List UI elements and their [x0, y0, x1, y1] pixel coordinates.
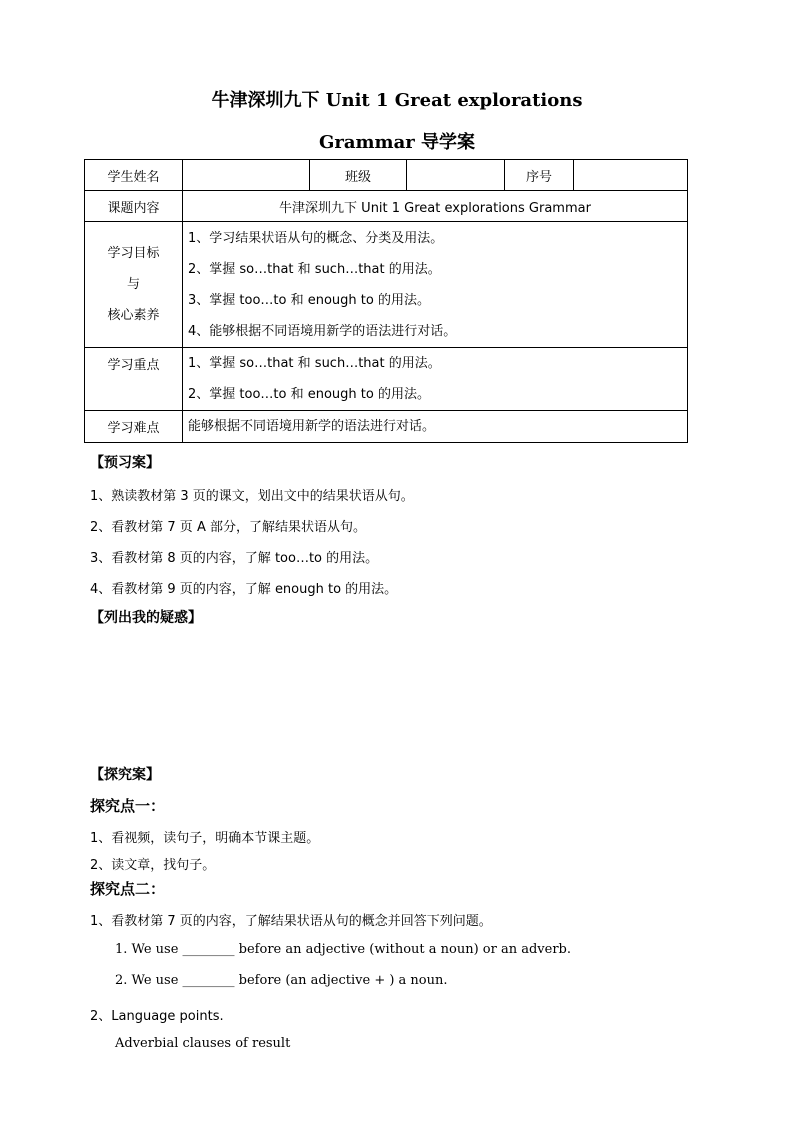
question-1: 1. We use ________ before an adjective (without a noun) or an adverb. [115, 942, 571, 957]
explore-heading: 【探究案】 [90, 767, 160, 783]
preview-heading: 【预习案】 [90, 455, 160, 471]
key-item: 2、掌握 too…to 和 enough to 的用法。 [188, 387, 430, 402]
adverbial-clauses-note: Adverbial clauses of result [115, 1036, 291, 1051]
info-row-key [85, 348, 688, 411]
title-line-1: 牛津深圳九下 Unit 1 Great explorations [211, 90, 583, 111]
preview-item: 3、看教材第 8 页的内容，了解 too…to 的用法。 [90, 551, 379, 566]
difficulty-text: 能够根据不同语境用新学的语法进行对话。 [188, 419, 436, 434]
topic-label: 课题内容 [85, 191, 183, 222]
explore-point-2-title: 探究点二： [90, 880, 166, 898]
goals-list [183, 222, 688, 348]
info-table [84, 159, 688, 443]
goals-label-line: 与 [126, 277, 140, 292]
goals-label-line: 学习目标 [107, 246, 160, 261]
student-name-field[interactable] [183, 160, 310, 191]
info-row-difficulty [85, 411, 688, 443]
difficulty-value [183, 411, 688, 443]
key-list [183, 348, 688, 411]
seat-field[interactable] [574, 160, 688, 191]
goals-label [85, 222, 183, 348]
info-row-topic [85, 191, 688, 222]
explore-point-1-title: 探究点一： [90, 797, 166, 815]
goal-item: 2、掌握 so…that 和 such…that 的用法。 [188, 261, 441, 277]
topic-value: 牛津深圳九下 Unit 1 Great explorations Grammar [183, 191, 688, 222]
class-field[interactable] [407, 160, 505, 191]
info-row-goals [85, 222, 688, 348]
goals-label-line: 核心素养 [107, 308, 160, 323]
difficulty-label: 学习难点 [85, 411, 183, 443]
goal-item: 1、学习结果状语从句的概念、分类及用法。 [188, 230, 444, 246]
student-name-label: 学生姓名 [85, 160, 183, 191]
seat-label: 序号 [505, 160, 574, 191]
title-line-2: Grammar 导学案 [318, 132, 476, 153]
key-label: 学习重点 [85, 348, 183, 411]
doubts-heading: 【列出我的疑惑】 [90, 610, 202, 626]
preview-item: 2、看教材第 7 页 A 部分，了解结果状语从句。 [90, 520, 366, 535]
goal-item: 3、掌握 too…to 和 enough to 的用法。 [188, 292, 430, 308]
info-row-name [85, 160, 688, 191]
explore-point-2-item-1: 1、看教材第 7 页的内容，了解结果状语从句的概念并回答下列问题。 [90, 914, 492, 929]
question-2: 2. We use ________ before (an adjective + ) a noun. [115, 973, 448, 988]
explore-point-1-item: 1、看视频，读句子，明确本节课主题。 [90, 831, 320, 846]
key-item: 1、掌握 so…that 和 such…that 的用法。 [188, 356, 441, 371]
preview-item: 1、熟读教材第 3 页的课文，划出文中的结果状语从句。 [90, 489, 414, 504]
explore-point-2-item-2: 2、Language points. [90, 1009, 224, 1024]
class-label: 班级 [310, 160, 407, 191]
goal-item: 4、能够根据不同语境用新学的语法进行对话。 [188, 323, 457, 339]
explore-point-1-item: 2、读文章，找句子。 [90, 858, 216, 873]
preview-item: 4、看教材第 9 页的内容，了解 enough to 的用法。 [90, 582, 398, 597]
